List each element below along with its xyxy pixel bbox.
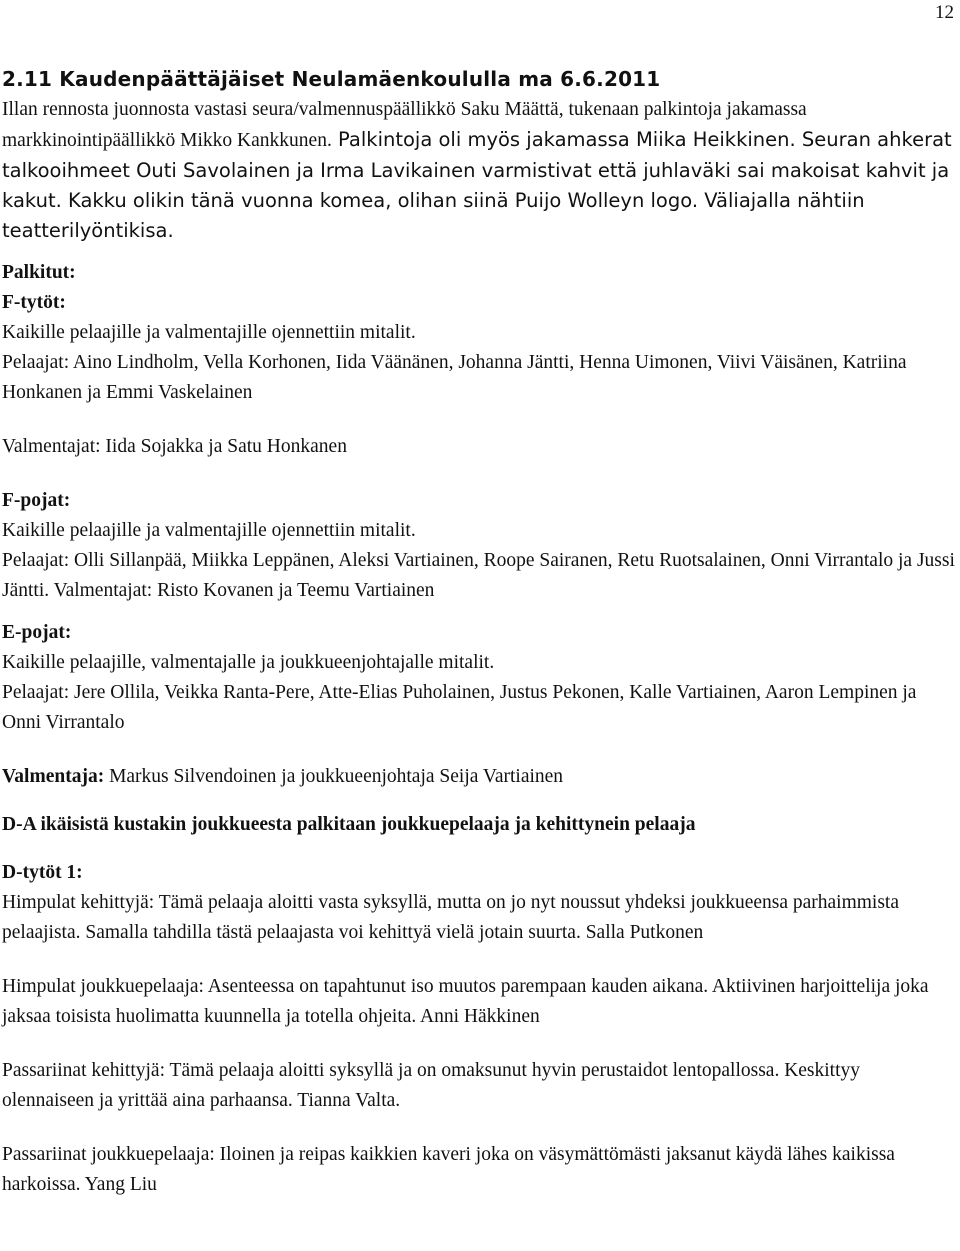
f-boys-players-coaches: Pelaajat: Olli Sillanpää, Miikka Leppänen, Aleksi Vartiainen, Roope Sairanen, Retu Ruotsalainen, Onni Virrantalo ja Jussi Jäntti. Valmentajat: Risto Kovanen ja Teemu Vartiainen bbox=[2, 550, 955, 601]
page-number: 12 bbox=[935, 2, 954, 23]
e-boys-heading: E-pojat: bbox=[2, 622, 72, 643]
intro-part-2: Palkintoja oli myös jakamassa Miika Heikkinen. Seuran ahkerat talkooihmeet Outi Savolainen ja Irma Lavikainen varmistivat että juhlaväki sai makoisat kahvit ja kakut. Kakku olikin tänä vuonna komea, olihan siinä Puijo Wolleyn logo. Väliajalla nähtiin teatterilyöntikisa. bbox=[2, 128, 952, 242]
e-boys-medals: Kaikille pelaajille, valmentajalle ja joukkueenjohtajalle mitalit. bbox=[2, 652, 495, 673]
f-girls-players: Pelaajat: Aino Lindholm, Vella Korhonen, Iida Väänänen, Johanna Jäntti, Henna Uimonen, Viivi Väisänen, Katriina Honkanen ja Emmi Vaskelainen bbox=[2, 352, 907, 403]
e-boys-players: Pelaajat: Jere Ollila, Veikka Ranta-Pere, Atte-Elias Puholainen, Justus Pekonen, Kalle Vartiainen, Aaron Lempinen ja Onni Virrantalo bbox=[2, 682, 917, 733]
d-girls-1-entry: Himpulat kehittyjä: Tämä pelaaja aloitti vasta syksyllä, mutta on jo nyt noussut yhdeksi joukkueensa parhaimmista pelaajista. Samalla tahdilla tästä pelaajasta voi kehittyä vielä jotain suurta. Salla Putkonen bbox=[2, 892, 900, 943]
document-body bbox=[2, 64, 956, 1200]
f-boys-heading: F-pojat: bbox=[2, 490, 71, 511]
f-boys-medals: Kaikille pelaajille ja valmentajille ojennettiin mitalit. bbox=[2, 520, 416, 541]
d-girls-1-entry: Passariinat kehittyjä: Tämä pelaaja aloitti syksyllä ja on omaksunut hyvin perustaidot lentopallossa. Keskittyy olennaiseen ja yrittää aina parhaansa. Tianna Valta. bbox=[2, 1060, 861, 1111]
f-girls-medals: Kaikille pelaajille ja valmentajille ojennettiin mitalit. bbox=[2, 322, 416, 343]
intro-paragraph bbox=[2, 94, 956, 246]
d-girls-1-heading: D-tytöt 1: bbox=[2, 862, 83, 883]
d-girls-1-entry: Himpulat joukkuepelaaja: Asenteessa on tapahtunut iso muutos parempaan kauden aikana. Aktiivinen harjoittelija joka jaksaa toisista huolimatta kuunnella ja totella ohjeita. Anni Häkkinen bbox=[2, 976, 929, 1027]
section-title: 2.11 Kaudenpäättäjäiset Neulamäenkoululla ma 6.6.2011 bbox=[2, 67, 661, 91]
f-girls-heading: F-tytöt: bbox=[2, 292, 66, 313]
e-boys-coach-text: Markus Silvendoinen ja joukkueenjohtaja Seija Vartiainen bbox=[104, 766, 564, 787]
d-girls-1-entry: Passariinat joukkuepelaaja: Iloinen ja reipas kaikkien kaveri joka on väsymättömästi jaksanut käydä lähes kaikissa harkoissa. Yang Liu bbox=[2, 1144, 895, 1195]
e-boys-coach-label: Valmentaja: bbox=[2, 766, 105, 787]
awards-heading: Palkitut: bbox=[2, 262, 76, 283]
da-heading: D-A ikäisistä kustakin joukkueesta palkitaan joukkuepelaaja ja kehittynein pelaaja bbox=[2, 814, 696, 835]
f-girls-coaches: Valmentajat: Iida Sojakka ja Satu Honkanen bbox=[2, 436, 347, 457]
e-boys-coach bbox=[2, 762, 956, 792]
intro-part-1: Illan rennosta juonnosta vastasi seura/valmennuspäällikkö Saku Määttä, tukenaan palkintoja jakamassa markkinointipäällikkö Mikko Kankkunen. bbox=[2, 99, 807, 151]
